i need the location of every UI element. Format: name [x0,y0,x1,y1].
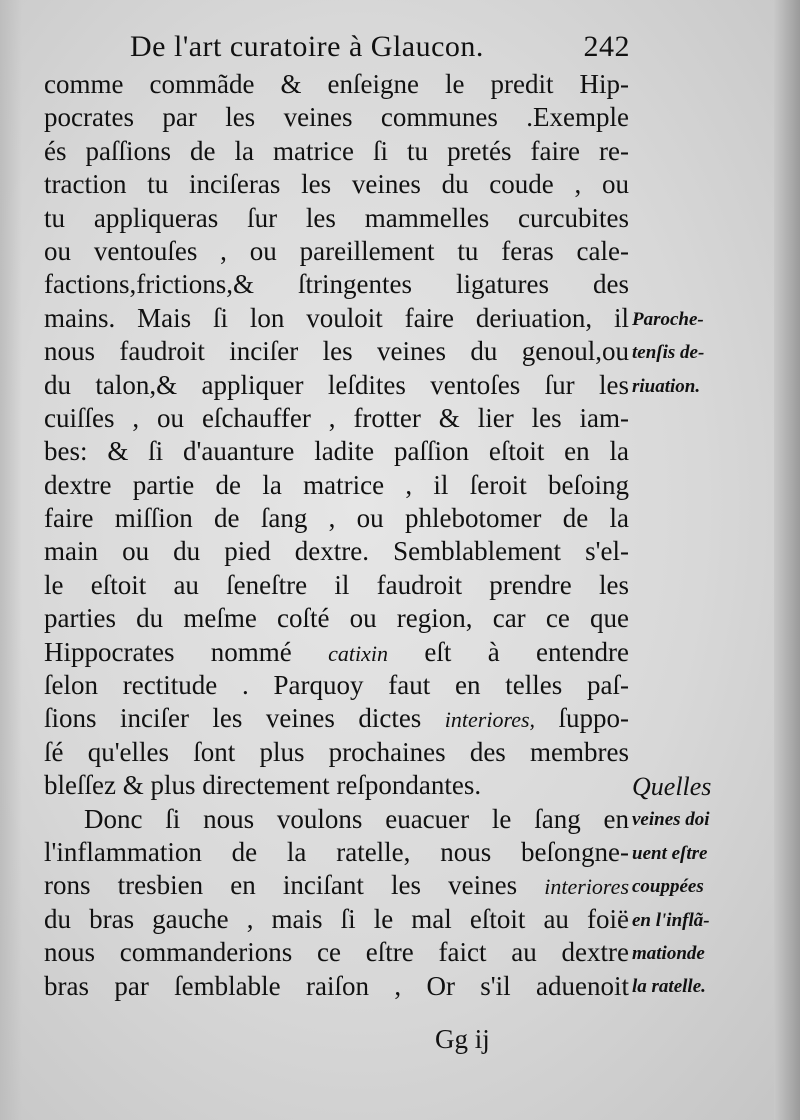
margin-note-line: uent eſtre [632,842,708,864]
text-line: comme commãde & enſeigne le predit Hip- [44,69,629,99]
text-line: tu appliqueras ſur les mammelles curcubites [44,202,629,233]
text-line: ſé qu'elles ſont plus prochaines des membres [44,736,629,767]
margin-note-derivation [632,303,780,403]
margin-note-line: veines doi [632,809,710,831]
text-line: du talon,& appliquer leſdites ventoſes ſur les [44,369,629,400]
text-line: l'inflammation de la ratelle, nous beſongne- [44,836,629,867]
text-line: pocrates par les veines communes .Exemple [44,102,629,133]
margin-note-line: riuation. [632,375,701,397]
text-line: factions,frictions,& ſtringentes ligatures des [44,269,629,300]
text-line: mains. Mais ſi lon vouloit faire deriuation, il [44,302,629,333]
text-line: traction tu inciſeras les veines du coude , ou [44,169,629,200]
margin-note-line: en l'inflã- [632,909,710,931]
text-line: ſelon rectitude . Parquoy faut en telles paſ- [44,670,629,701]
text-line: ſions inciſer les veines dictes interiores, ſuppo- [44,703,629,734]
margin-note-line: mationde [632,943,705,965]
margin-note-line: couppées [632,876,704,898]
italic-term: catixin [328,640,389,666]
text-line: rons tresbien en inciſant les veines interiores [44,870,629,901]
margin-note-line: Paroche- [632,309,704,330]
text-line: nous commanderions ce eſtre faict au dextre [44,937,629,968]
text-line: faire miſſion de ſang , ou phlebotomer de la [44,503,629,534]
text-line: bras par ſemblable raiſon , Or s'il aduenoit [44,970,629,1001]
text-line: ou ventouſes , ou pareillement tu feras cale- [44,235,629,266]
text-line: dextre partie de la matrice , il ſeroit beſoing [44,469,629,500]
page-number: 242 [583,30,630,63]
page-gutter-shadow [0,0,22,1120]
text-line: Donc ſi nous voulons euacuer le ſang en [84,803,629,834]
text-line: bes: & ſi d'auanture ladite paſſion eſtoit en la [44,436,629,467]
text-line: nous faudroit inciſer les veines du genoul,ou [44,336,629,367]
text-line: du bras gauche , mais ſi le mal eſtoit au foië [44,903,629,934]
margin-note-spleen [632,770,780,1004]
main-text-block [44,68,629,1003]
margin-note-line: tenſis de- [632,342,705,364]
text-line: main ou du pied dextre. Semblablement s'el- [44,536,629,567]
text-line: és paſſions de la matrice ſi tu pretés faire re- [44,135,629,166]
text-line: cuiſſes , ou eſchauffer , frotter & lier les iam- [44,402,629,433]
running-title: De l'art curatoire à Glaucon. [130,30,484,63]
text-line: parties du meſme coſté ou region, car ce que [44,603,629,634]
italic-term: interiores, [444,707,536,733]
text-line: bleſſez & plus directement reſpondantes. [44,770,482,801]
text-line: Hippocrates nommé catixin eſt à entendre [44,636,629,667]
margin-note-line: la ratelle. [632,976,706,998]
italic-term: interiores [544,874,629,900]
running-header [130,30,630,70]
text-line: le eſtoit au ſeneſtre il faudroit prendre les [44,569,629,600]
margin-note-line: Quelles [632,772,712,801]
signature-mark: Gg ij [435,1024,490,1054]
